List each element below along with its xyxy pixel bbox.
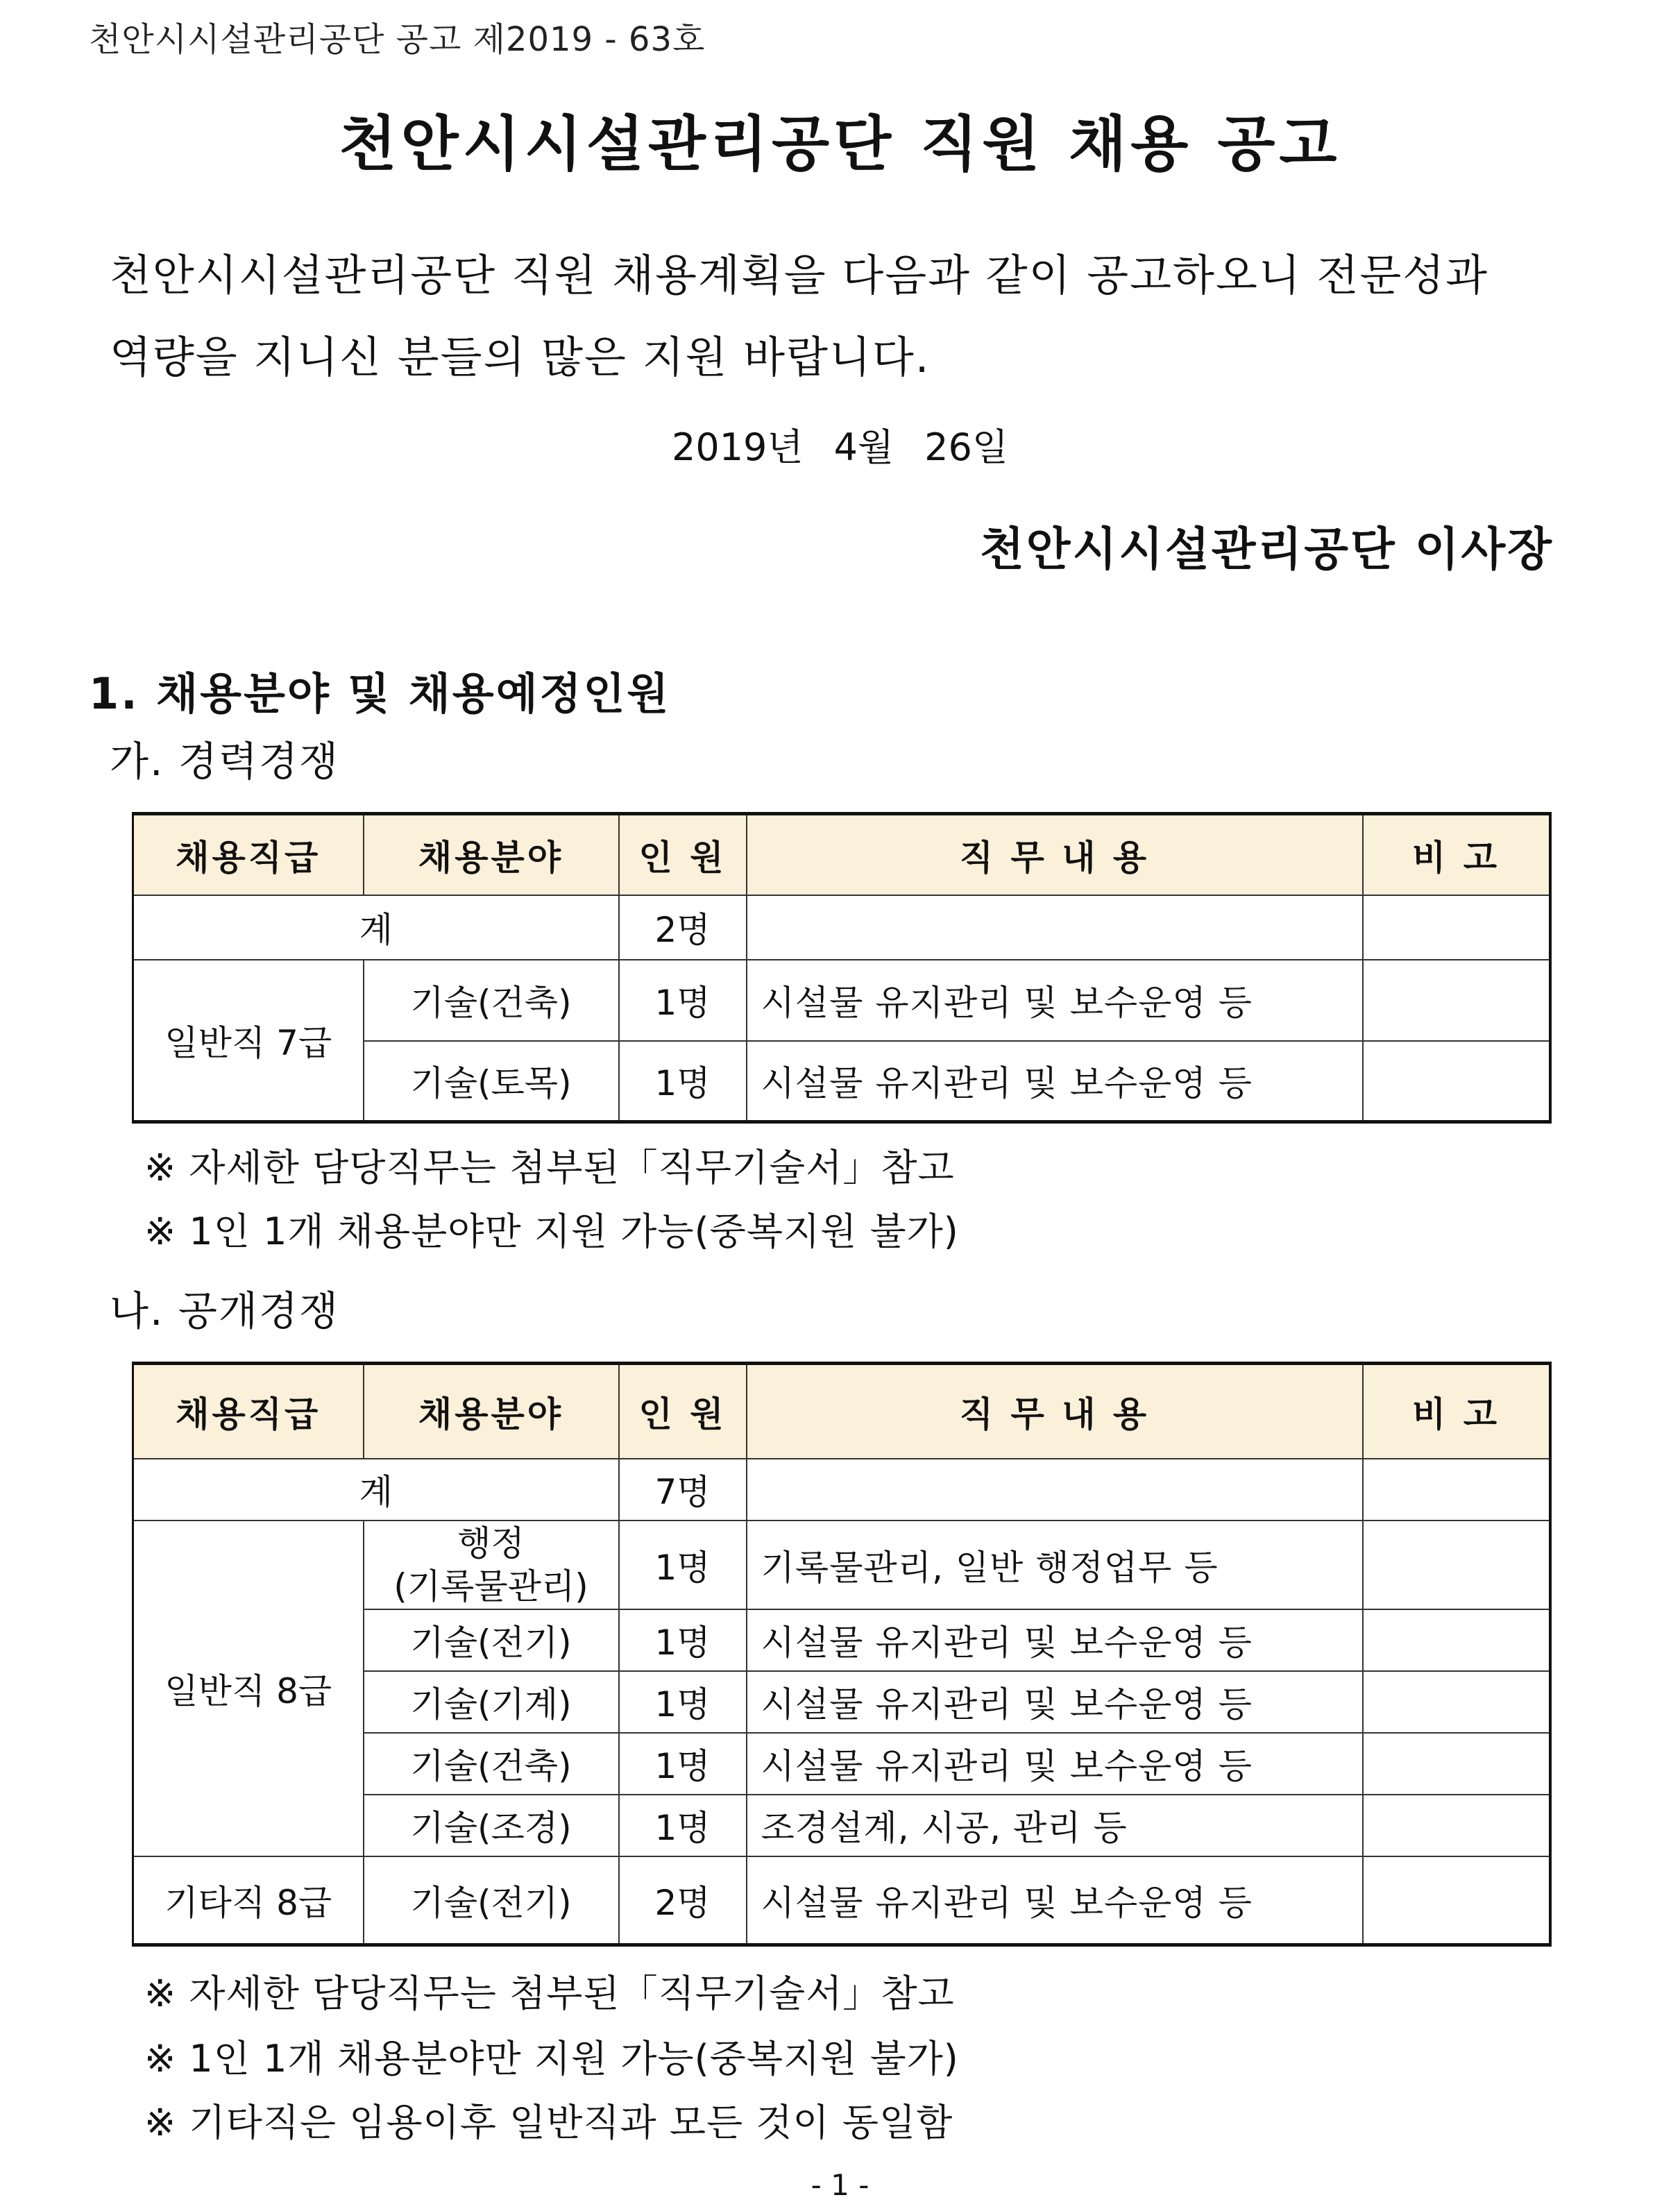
duty-cell: 시설물 유지관리 및 보수운영 등: [747, 1609, 1363, 1671]
section-title: 1. 채용분야 및 채용예정인원: [89, 668, 671, 719]
remark-cell: [1363, 1733, 1550, 1795]
count-cell: 1명: [619, 1671, 747, 1733]
duty-cell: 시설물 유지관리 및 보수운영 등: [747, 1856, 1363, 1945]
total-label: 계: [133, 1459, 619, 1521]
duty-cell: [747, 895, 1363, 960]
duty-cell: 조경설계, 시공, 관리 등: [747, 1795, 1363, 1856]
date-year: 2019년: [671, 425, 804, 469]
intro-line: 역량을 지니신 분들의 많은 지원 바랍니다.: [110, 332, 931, 382]
header-count: 인 원: [619, 814, 747, 895]
field-cell: [364, 1521, 619, 1609]
page-title: 천안시시설관리공단 직원 채용 공고: [339, 110, 1341, 179]
header-field: 채용분야: [364, 1364, 619, 1459]
header-duty: 직 무 내 용: [747, 1364, 1363, 1459]
date-day: 26일: [924, 425, 1008, 469]
count-cell: 2명: [619, 1856, 747, 1945]
open-note: ※ 1인 1개 채용분야만 지원 가능(중복지원 불가): [144, 2037, 959, 2081]
field-cell: 기술(전기): [364, 1856, 619, 1945]
field-cell: 기술(전기): [364, 1609, 619, 1671]
duty-cell: 시설물 유지관리 및 보수운영 등: [747, 1671, 1363, 1733]
count-cell: 1명: [619, 960, 747, 1041]
field-cell: 기술(토목): [364, 1041, 619, 1122]
duty-cell: 기록물관리, 일반 행정업무 등: [747, 1521, 1363, 1609]
duty-cell: 시설물 유지관리 및 보수운영 등: [747, 960, 1363, 1041]
header-remark: 비 고: [1363, 814, 1550, 895]
table-header-row: [133, 1364, 1550, 1459]
intro-paragraph: [110, 235, 1609, 398]
table-row: [133, 960, 1550, 1041]
header-field: 채용분야: [364, 814, 619, 895]
grade-cell: 일반직 8급: [133, 1521, 364, 1856]
open-recruit-table: [132, 1362, 1552, 1947]
header-duty: 직 무 내 용: [747, 814, 1363, 895]
total-label: 계: [133, 895, 619, 960]
table-row: [133, 1856, 1550, 1945]
total-row: [133, 1459, 1550, 1521]
field-line: (기록물관리): [393, 1566, 588, 1607]
date-month: 4월: [833, 425, 894, 469]
career-note: ※ 1인 1개 채용분야만 지원 가능(중복지원 불가): [144, 1210, 959, 1253]
count-cell: 1명: [619, 1733, 747, 1795]
field-cell: 기술(기계): [364, 1671, 619, 1733]
field-cell: 기술(건축): [364, 1733, 619, 1795]
header-count: 인 원: [619, 1364, 747, 1459]
table-header-row: [133, 814, 1550, 895]
remark-cell: [1363, 1795, 1550, 1856]
header-grade: 채용직급: [133, 1364, 364, 1459]
count-cell: 1명: [619, 1609, 747, 1671]
subsection-open: 나. 공개경쟁: [110, 1287, 340, 1335]
duty-cell: [747, 1459, 1363, 1521]
open-note: ※ 자세한 담당직무는 첨부된「직무기술서」참고: [144, 1972, 955, 2015]
count-cell: 1명: [619, 1041, 747, 1122]
intro-line: 천안시시설관리공단 직원 채용계획을 다음과 같이 공고하오니 전문성과: [110, 250, 1489, 300]
notice-number: 천안시시설관리공단 공고 제2019 - 63호: [89, 20, 706, 59]
count-cell: 1명: [619, 1795, 747, 1856]
remark-cell: [1363, 1856, 1550, 1945]
issuer: 천안시시설관리공단 이사장: [979, 523, 1554, 576]
remark-cell: [1363, 1521, 1550, 1609]
remark-cell: [1363, 895, 1550, 960]
notice-date: [0, 418, 1680, 471]
remark-cell: [1363, 1609, 1550, 1671]
open-note: ※ 기타직은 임용이후 일반직과 모든 것이 동일함: [144, 2101, 953, 2144]
duty-cell: 시설물 유지관리 및 보수운영 등: [747, 1041, 1363, 1122]
count-cell: 1명: [619, 1521, 747, 1609]
remark-cell: [1363, 1671, 1550, 1733]
grade-cell: 기타직 8급: [133, 1856, 364, 1945]
total-count: 2명: [619, 895, 747, 960]
header-grade: 채용직급: [133, 814, 364, 895]
remark-cell: [1363, 1459, 1550, 1521]
grade-cell: 일반직 7급: [133, 960, 364, 1122]
duty-cell: 시설물 유지관리 및 보수운영 등: [747, 1733, 1363, 1795]
page-number: - 1 -: [811, 2168, 869, 2202]
total-count: 7명: [619, 1459, 747, 1521]
remark-cell: [1363, 1041, 1550, 1122]
career-recruit-table: [132, 812, 1552, 1124]
career-note: ※ 자세한 담당직무는 첨부된「직무기술서」참고: [144, 1146, 955, 1189]
remark-cell: [1363, 960, 1550, 1041]
header-remark: 비 고: [1363, 1364, 1550, 1459]
subsection-career: 가. 경력경쟁: [110, 738, 340, 785]
field-cell: 기술(조경): [364, 1795, 619, 1856]
field-line: 행정: [457, 1523, 525, 1564]
field-cell: 기술(건축): [364, 960, 619, 1041]
table-row: [133, 1521, 1550, 1609]
total-row: [133, 895, 1550, 960]
